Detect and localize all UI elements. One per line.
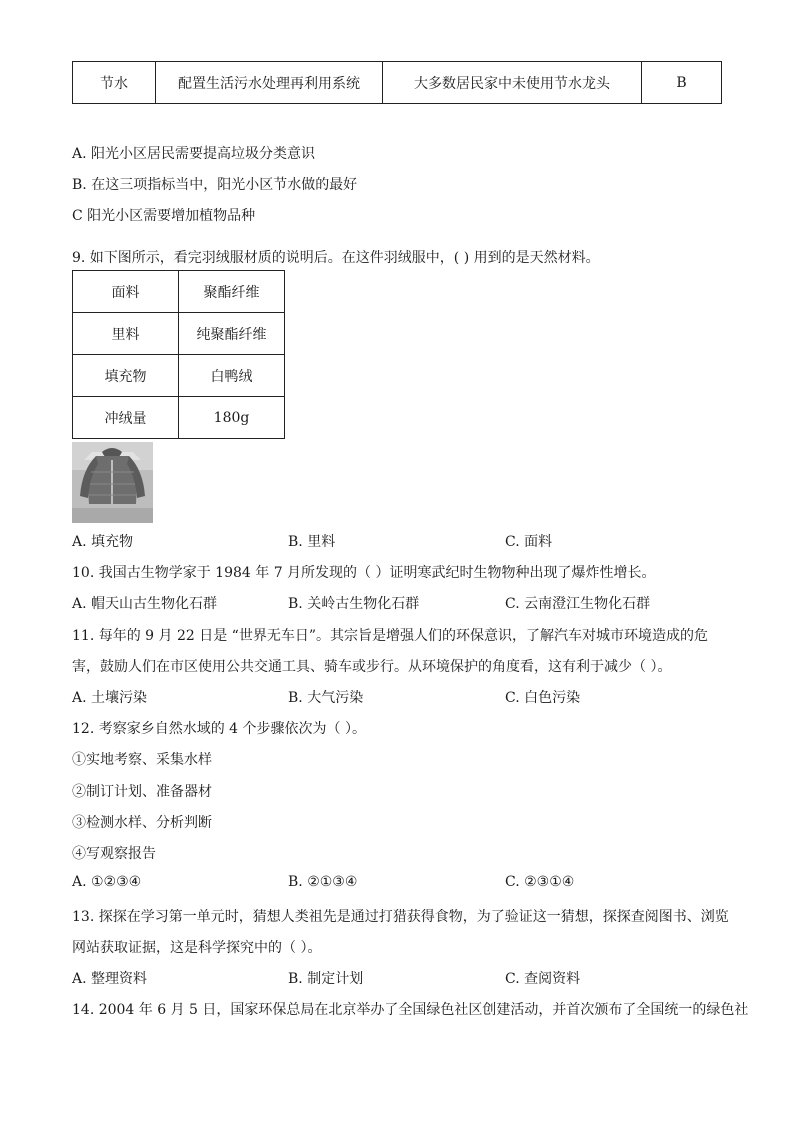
q9-question: 9. 如下图所示，看完羽绒服材质的说明后。在这件羽绒服中，( ) 用到的是天然材料。 bbox=[72, 250, 600, 266]
q11-question-line1: 11. 每年的 9 月 22 日是 “世界无车日”。其宗旨是增强人们的环保意识，了解汽车对城市环境造成的危 bbox=[72, 628, 708, 644]
q12-option-a: A. ①②③④ bbox=[72, 874, 142, 890]
q11-option-b: B. 大气污染 bbox=[288, 690, 364, 706]
q14-question-line1: 14. 2004 年 6 月 5 日，国家环保总局在北京举办了全国绿色社区创建活动，并首次颁布了全国统一的绿色社 bbox=[72, 1002, 749, 1018]
q10-option-a: A. 帽天山古生物化石群 bbox=[72, 596, 218, 612]
q10-question: 10. 我国古生物学家于 1984 年 7 月所发现的（ ）证明寒武纪时生物物种出现了爆炸性增长。 bbox=[72, 565, 656, 581]
q13-question-line1: 13. 探探在学习第一单元时，猜想人类祖先是通过打猎获得食物，为了验证这一猜想，探探查阅图书、浏览 bbox=[72, 909, 729, 925]
q9-option-b: B. 里料 bbox=[288, 534, 336, 550]
table-cell: 纯聚酯纤维 bbox=[179, 313, 285, 355]
q11-question-line2: 害，鼓励人们在市区使用公共交通工具、骑车或步行。从环境保护的角度看，这有利于减少（ ）。 bbox=[72, 659, 672, 675]
q13-option-b: B. 制定计划 bbox=[288, 971, 364, 987]
down-jacket-photo bbox=[72, 442, 153, 523]
q11-option-c: C. 白色污染 bbox=[505, 690, 581, 706]
table-cell: 白鸭绒 bbox=[179, 355, 285, 397]
q13-option-a: A. 整理资料 bbox=[72, 971, 148, 987]
q12-option-c: C. ②③①④ bbox=[505, 874, 575, 890]
q12-step-1: ①实地考察、采集水样 bbox=[72, 752, 212, 768]
q12-step-4: ④写观察报告 bbox=[72, 846, 156, 862]
table-row bbox=[73, 313, 285, 355]
table-row bbox=[73, 355, 285, 397]
table-cell: 大多数居民家中未使用节水龙头 bbox=[383, 62, 642, 104]
evaluation-table bbox=[72, 61, 722, 104]
q9-option-a: A. 填充物 bbox=[72, 534, 134, 550]
table-cell: 冲绒量 bbox=[73, 397, 179, 439]
q10-option-b: B. 关岭古生物化石群 bbox=[288, 596, 420, 612]
down-jacket-icon bbox=[72, 442, 153, 523]
table-cell: 配置生活污水处理再利用系统 bbox=[156, 62, 383, 104]
table-row bbox=[73, 62, 722, 104]
q8-option-a: A. 阳光小区居民需要提高垃圾分类意识 bbox=[72, 146, 316, 162]
table-cell: B bbox=[642, 62, 722, 104]
q13-question-line2: 网站获取证据，这是科学探究中的（ ）。 bbox=[72, 940, 322, 956]
table-row bbox=[73, 397, 285, 439]
material-table bbox=[72, 270, 285, 439]
q12-step-2: ②制订计划、准备器材 bbox=[72, 784, 212, 800]
q9-option-c: C. 面料 bbox=[505, 534, 553, 550]
q12-question: 12. 考察家乡自然水域的 4 个步骤依次为（ ）。 bbox=[72, 721, 366, 737]
q12-option-b: B. ②①③④ bbox=[288, 874, 358, 890]
q8-option-b: B. 在这三项指标当中，阳光小区节水做的最好 bbox=[72, 177, 358, 193]
table-row bbox=[73, 271, 285, 313]
table-cell: 聚酯纤维 bbox=[179, 271, 285, 313]
table-cell: 里料 bbox=[73, 313, 179, 355]
q10-option-c: C. 云南澄江生物化石群 bbox=[505, 596, 651, 612]
table-cell: 180g bbox=[179, 397, 285, 439]
table-cell: 节水 bbox=[73, 62, 156, 104]
q13-option-c: C. 查阅资料 bbox=[505, 971, 581, 987]
q8-option-c: C 阳光小区需要增加植物品种 bbox=[72, 208, 256, 224]
q11-option-a: A. 土壤污染 bbox=[72, 690, 148, 706]
q12-step-3: ③检测水样、分析判断 bbox=[72, 815, 212, 831]
table-cell: 面料 bbox=[73, 271, 179, 313]
table-cell: 填充物 bbox=[73, 355, 179, 397]
